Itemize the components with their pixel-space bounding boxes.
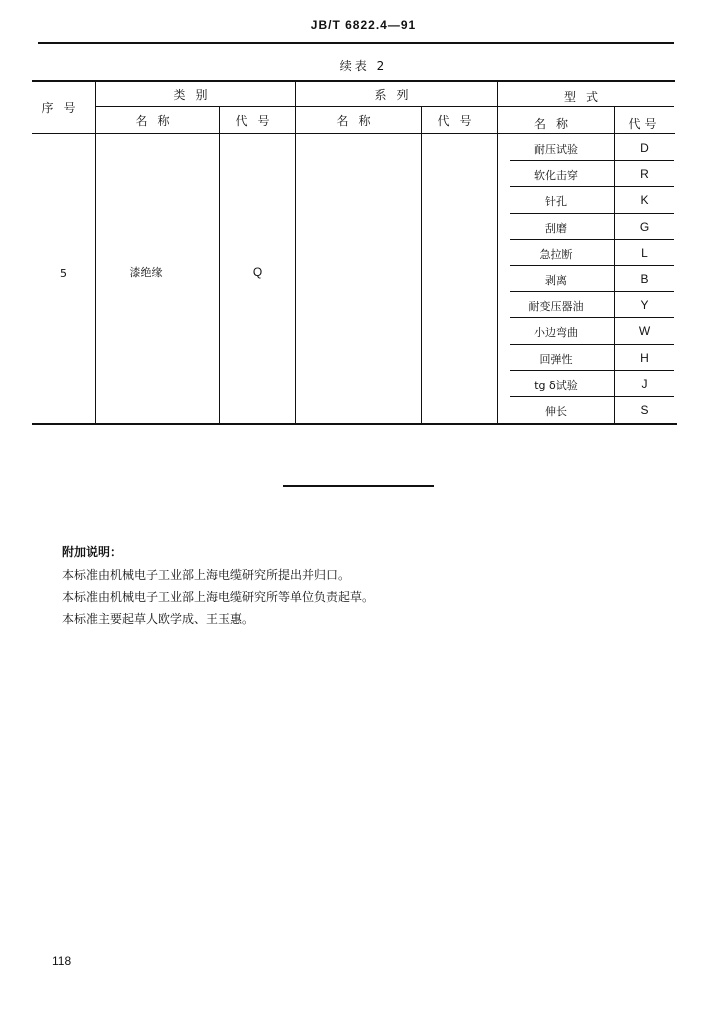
type-row-rule <box>510 239 674 240</box>
end-rule <box>283 485 434 487</box>
header-series-code: 代号 <box>437 114 482 128</box>
type-name: 针孔 <box>545 195 567 209</box>
table-bottom-rule <box>32 423 677 425</box>
type-row-rule <box>510 317 674 318</box>
notes-line: 本标准主要起草人欧学成、王玉惠。 <box>62 612 255 626</box>
type-name: 小边弯曲 <box>534 326 578 340</box>
type-code: S <box>640 403 649 417</box>
type-code: R <box>640 167 649 182</box>
standard-code: JB/T 6822.4—91 <box>310 18 417 32</box>
page-number: 118 <box>52 954 72 968</box>
type-name: 急拉断 <box>539 247 573 261</box>
type-row-rule <box>510 396 674 397</box>
header-rule <box>38 42 674 44</box>
type-row-rule <box>510 291 674 292</box>
notes-line: 本标准由机械电子工业部上海电缆研究所等单位负责起草。 <box>62 590 375 604</box>
row-category-code: Q <box>252 265 263 279</box>
notes-title: 附加说明： <box>62 545 123 559</box>
header-type-code: 代号 <box>628 117 661 131</box>
header-category-code: 代号 <box>235 114 280 128</box>
type-name: tg δ试验 <box>534 378 578 392</box>
type-name: 刮磨 <box>545 221 567 235</box>
type-code: W <box>638 324 651 339</box>
type-code: G <box>639 219 650 234</box>
type-row-rule <box>510 186 674 187</box>
header-mid-rule <box>96 106 674 107</box>
header-bottom-rule <box>32 133 675 134</box>
col-rule <box>421 107 422 423</box>
header-category-name: 名称 <box>135 114 180 128</box>
header-series-name: 名称 <box>336 114 381 128</box>
type-code: K <box>640 193 649 208</box>
notes-line: 本标准由机械电子工业部上海电缆研究所提出并归口。 <box>62 568 351 582</box>
type-name: 软化击穿 <box>534 169 578 183</box>
type-row-rule <box>510 265 674 266</box>
type-row-rule <box>510 160 674 161</box>
type-code: Y <box>640 298 649 313</box>
type-code: B <box>640 272 649 286</box>
type-name: 剥离 <box>545 274 567 287</box>
type-name: 伸长 <box>545 405 567 418</box>
col-rule <box>295 81 296 423</box>
type-code: L <box>641 245 648 260</box>
type-row-rule <box>510 344 674 345</box>
type-name: 耐压试验 <box>534 143 578 156</box>
header-series: 系列 <box>374 88 419 102</box>
header-seq: 序号 <box>41 101 86 115</box>
header-type: 型式 <box>563 90 608 104</box>
type-name: 回弹性 <box>539 352 573 366</box>
header-type-name: 名称 <box>533 117 578 131</box>
row-seq: 5 <box>60 267 67 280</box>
type-row-rule <box>510 213 674 214</box>
table-top-rule <box>32 80 675 82</box>
row-category-name: 漆绝缘 <box>129 266 163 279</box>
type-code: H <box>640 350 649 365</box>
table-caption: 续表 2 <box>339 59 388 73</box>
type-code: J <box>641 376 648 391</box>
type-code: D <box>640 141 649 155</box>
type-name: 耐变压器油 <box>528 300 584 314</box>
type-row-rule <box>510 370 674 371</box>
header-category: 类别 <box>173 88 218 102</box>
col-rule <box>95 81 96 423</box>
